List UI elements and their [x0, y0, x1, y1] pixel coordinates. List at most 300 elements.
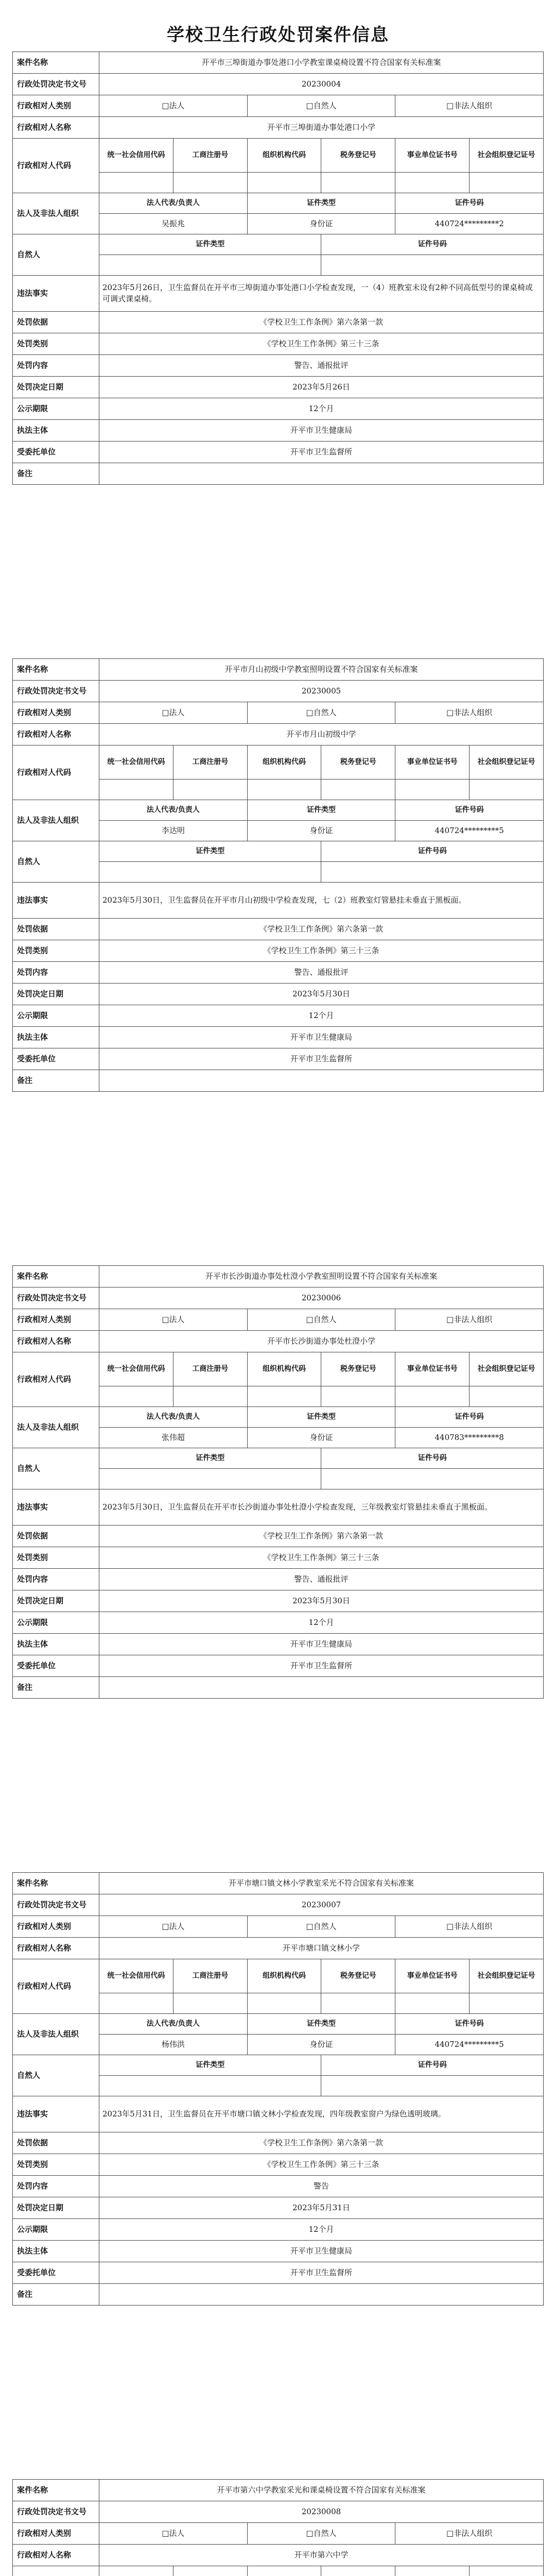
code-cell	[99, 779, 173, 800]
party-name-row	[13, 1331, 544, 1352]
person-id-no-value	[321, 862, 544, 883]
code-header	[321, 2566, 395, 2576]
code-header: 统一社会信用代码	[99, 1352, 173, 1386]
legal-id-no-value: 440783*********8	[395, 1428, 544, 1448]
natural-person-header-row	[13, 1448, 544, 1469]
facts-value: 2023年5月26日，卫生监督员在开平市三埠街道办事处港口小学检查发现，一（4）班教室未设有2种不同高低型号的课桌椅或可调式课桌椅。	[99, 276, 544, 312]
party-type-row	[13, 95, 544, 117]
publicity-value: 12个月	[99, 1612, 544, 1634]
legal-rep-header: 法人代表/负责人	[99, 193, 248, 214]
facts-row	[13, 276, 544, 312]
checkbox-icon: □	[162, 1314, 169, 1324]
entrusted-row	[13, 2262, 544, 2284]
decision-date-label: 处罚决定日期	[13, 984, 99, 1005]
content-value: 警告	[99, 2176, 544, 2197]
party-type-row	[13, 702, 544, 724]
case-name-label: 案件名称	[13, 1873, 99, 1894]
party-name-value: 开平市月山初级中学	[99, 724, 544, 745]
code-header: 税务登记号	[321, 745, 395, 779]
legal-person-label: 法人及非法人组织	[13, 2014, 99, 2055]
decision-date-value: 2023年5月31日	[99, 2197, 544, 2219]
party-type-option	[99, 2523, 248, 2545]
doc-no-label: 行政处罚决定书文号	[13, 1287, 99, 1309]
party-type-option-label: 自然人	[313, 707, 337, 717]
entrusted-row	[13, 1048, 544, 1070]
checkbox-icon: □	[446, 1921, 454, 1931]
code-header: 工商注册号	[173, 139, 247, 173]
category-label: 处罚类别	[13, 2154, 99, 2176]
code-cell	[321, 1993, 395, 2014]
basis-row	[13, 312, 544, 333]
code-cell	[173, 1993, 247, 2014]
case-name-value: 开平市三埠街道办事处港口小学教室课桌椅设置不符合国家有关标准案	[99, 52, 544, 74]
person-id-type-header: 证件类型	[99, 841, 321, 862]
party-type-option-label: 非法人组织	[454, 1921, 493, 1931]
person-id-no-header: 证件号码	[321, 2055, 544, 2076]
publicity-row	[13, 1005, 544, 1027]
case-table	[12, 1872, 544, 2306]
decision-date-row	[13, 2197, 544, 2219]
content-label: 处罚内容	[13, 1569, 99, 1590]
party-code-header-row	[13, 2566, 544, 2576]
code-header: 税务登记号	[321, 1352, 395, 1386]
doc-no-row	[13, 1894, 544, 1916]
checkbox-icon: □	[446, 100, 454, 110]
case-name-row	[13, 52, 544, 74]
entrusted-row	[13, 1655, 544, 1677]
checkbox-icon: □	[306, 707, 314, 717]
legal-id-no-header: 证件号码	[395, 193, 544, 214]
code-header: 工商注册号	[173, 745, 247, 779]
party-type-option	[99, 95, 248, 117]
person-id-type-value	[99, 1469, 321, 1489]
facts-value: 2023年5月30日，卫生监督员在开平市长沙街道办事处杜澄小学检查发现，三年级教室灯管悬挂未垂直于黑板面。	[99, 1489, 544, 1526]
legal-id-type-header: 证件类型	[247, 800, 395, 821]
publicity-row	[13, 1612, 544, 1634]
legal-id-no-header: 证件号码	[395, 2014, 544, 2035]
legal-rep-value: 吴振兆	[99, 214, 248, 234]
person-id-no-value	[321, 1469, 544, 1489]
category-row	[13, 940, 544, 962]
publicity-label: 公示期限	[13, 1612, 99, 1634]
publicity-value: 12个月	[99, 398, 544, 420]
content-value: 警告、通报批评	[99, 355, 544, 377]
legal-id-no-value: 440724*********5	[395, 821, 544, 841]
decision-date-value: 2023年5月30日	[99, 1590, 544, 1612]
checkbox-icon: □	[306, 1314, 314, 1324]
category-basis-value: 《学校卫生工作条例》第三十三条	[99, 333, 544, 355]
party-code-label: 行政相对人代码	[13, 1352, 99, 1407]
content-value: 警告、通报批评	[99, 1569, 544, 1590]
legal-id-no-value: 440724*********2	[395, 214, 544, 234]
facts-label: 违法事实	[13, 276, 99, 312]
party-code-label: 行政相对人代码	[13, 1959, 99, 2014]
code-header: 社会组织登记证号	[470, 745, 544, 779]
natural-person-header-row	[13, 234, 544, 255]
doc-no-label: 行政处罚决定书文号	[13, 74, 99, 95]
case-table	[12, 658, 544, 1092]
facts-label: 违法事实	[13, 883, 99, 919]
category-basis-value: 《学校卫生工作条例》第三十三条	[99, 940, 544, 962]
party-type-option-label: 法人	[169, 1921, 185, 1931]
code-cell	[247, 1993, 321, 2014]
case-table	[12, 2479, 544, 2576]
entrusted-label: 受委托单位	[13, 1655, 99, 1677]
legal-id-no-value: 440724*********5	[395, 2035, 544, 2055]
party-type-option	[99, 1309, 248, 1331]
doc-no-label: 行政处罚决定书文号	[13, 681, 99, 702]
legal-person-header-row	[13, 2014, 544, 2035]
basis-value: 《学校卫生工作条例》第六条第一款	[99, 919, 544, 940]
decision-date-row	[13, 377, 544, 398]
party-code-header-row	[13, 1959, 544, 1993]
code-header	[173, 2566, 247, 2576]
category-row	[13, 2154, 544, 2176]
code-cell	[247, 779, 321, 800]
party-type-option-label: 法人	[169, 707, 185, 717]
code-cell	[395, 1386, 470, 1407]
basis-label: 处罚依据	[13, 2132, 99, 2154]
party-name-row	[13, 724, 544, 745]
case-name-label: 案件名称	[13, 2480, 99, 2501]
facts-row	[13, 2096, 544, 2132]
code-header: 事业单位证书号	[395, 1959, 470, 1993]
code-cell	[173, 779, 247, 800]
party-type-option	[395, 95, 544, 117]
content-row	[13, 1569, 544, 1590]
category-basis-value: 《学校卫生工作条例》第三十三条	[99, 2154, 544, 2176]
code-header: 统一社会信用代码	[99, 139, 173, 173]
case-separator	[0, 1257, 556, 1265]
code-header: 社会组织登记证号	[470, 139, 544, 173]
natural-person-label: 自然人	[13, 2055, 99, 2096]
publicity-label: 公示期限	[13, 2219, 99, 2241]
basis-label: 处罚依据	[13, 919, 99, 940]
publicity-row	[13, 398, 544, 420]
party-name-row	[13, 2545, 544, 2566]
code-cell	[99, 1386, 173, 1407]
legal-rep-value: 杨伟洪	[99, 2035, 248, 2055]
checkbox-icon: □	[306, 1921, 314, 1931]
party-type-row	[13, 1916, 544, 1938]
party-type-option-label: 自然人	[313, 2528, 337, 2538]
publicity-row	[13, 2219, 544, 2241]
natural-person-header-row	[13, 841, 544, 862]
party-type-option	[395, 702, 544, 724]
case-table-block	[12, 52, 544, 650]
remarks-label: 备注	[13, 1677, 99, 1699]
authority-row	[13, 420, 544, 442]
publicity-value: 12个月	[99, 1005, 544, 1027]
basis-label: 处罚依据	[13, 312, 99, 333]
case-name-value: 开平市月山初级中学教室照明设置不符合国家有关标准案	[99, 659, 544, 681]
party-name-value: 开平市三埠街道办事处港口小学	[99, 117, 544, 139]
code-cell	[470, 1993, 544, 2014]
legal-id-type-value: 身份证	[247, 214, 395, 234]
legal-rep-value: 李达明	[99, 821, 248, 841]
decision-date-value: 2023年5月30日	[99, 984, 544, 1005]
content-label: 处罚内容	[13, 962, 99, 984]
natural-person-label: 自然人	[13, 234, 99, 276]
code-cell	[99, 173, 173, 193]
case-table	[12, 1265, 544, 1699]
code-header	[470, 2566, 544, 2576]
party-type-row	[13, 1309, 544, 1331]
legal-rep-header: 法人代表/负责人	[99, 2014, 248, 2035]
checkbox-icon: □	[162, 1921, 169, 1931]
case-table-block	[12, 1265, 544, 1864]
party-type-label: 行政相对人类别	[13, 2523, 99, 2545]
party-type-label: 行政相对人类别	[13, 95, 99, 117]
basis-value: 《学校卫生工作条例》第六条第一款	[99, 2132, 544, 2154]
party-type-option-label: 非法人组织	[454, 707, 493, 717]
case-separator	[0, 650, 556, 658]
checkbox-icon: □	[162, 707, 169, 717]
party-type-option-label: 法人	[169, 1314, 185, 1324]
authority-label: 执法主体	[13, 1027, 99, 1048]
authority-value: 开平市卫生健康局	[99, 420, 544, 442]
case-name-label: 案件名称	[13, 1266, 99, 1287]
legal-rep-value: 张伟超	[99, 1428, 248, 1448]
code-cell	[395, 1993, 470, 2014]
party-type-label: 行政相对人类别	[13, 1309, 99, 1331]
doc-no-row	[13, 2501, 544, 2523]
remarks-value	[99, 1677, 544, 1699]
basis-value: 《学校卫生工作条例》第六条第一款	[99, 1526, 544, 1547]
party-name-label: 行政相对人名称	[13, 724, 99, 745]
legal-id-type-value: 身份证	[247, 821, 395, 841]
person-id-no-value	[321, 2076, 544, 2096]
legal-person-label: 法人及非法人组织	[13, 193, 99, 234]
doc-no-value: 20230005	[99, 681, 544, 702]
category-label: 处罚类别	[13, 333, 99, 355]
remarks-row	[13, 1677, 544, 1699]
category-label: 处罚类别	[13, 940, 99, 962]
code-header: 事业单位证书号	[395, 745, 470, 779]
person-id-type-header: 证件类型	[99, 234, 321, 255]
code-header: 工商注册号	[173, 1352, 247, 1386]
remarks-label: 备注	[13, 463, 99, 485]
party-type-label: 行政相对人类别	[13, 702, 99, 724]
doc-no-row	[13, 74, 544, 95]
party-type-option	[99, 1916, 248, 1938]
content-value: 警告、通报批评	[99, 962, 544, 984]
facts-value: 2023年5月30日，卫生监督员在开平市月山初级中学检查发现，七（2）班教室灯管悬挂未垂直于黑板面。	[99, 883, 544, 919]
party-type-option	[247, 95, 395, 117]
remarks-row	[13, 463, 544, 485]
person-id-no-value	[321, 255, 544, 276]
legal-id-no-header: 证件号码	[395, 1407, 544, 1428]
party-type-option	[395, 2523, 544, 2545]
basis-row	[13, 1526, 544, 1547]
party-name-label: 行政相对人名称	[13, 2545, 99, 2566]
party-name-row	[13, 1938, 544, 1959]
code-cell	[470, 779, 544, 800]
code-cell	[470, 1386, 544, 1407]
case-table	[12, 52, 544, 485]
code-cell	[173, 1386, 247, 1407]
code-cell	[395, 779, 470, 800]
case-separator	[0, 2471, 556, 2479]
legal-person-header-row	[13, 800, 544, 821]
case-table-block	[12, 658, 544, 1257]
case-name-value: 开平市第六中学教室采光和课桌椅设置不符合国家有关标准案	[99, 2480, 544, 2501]
basis-row	[13, 2132, 544, 2154]
person-id-type-value	[99, 255, 321, 276]
checkbox-icon: □	[446, 2528, 454, 2538]
code-cell	[247, 1386, 321, 1407]
case-list	[0, 52, 556, 2576]
facts-row	[13, 883, 544, 919]
party-type-option	[247, 2523, 395, 2545]
checkbox-icon: □	[162, 2528, 169, 2538]
party-type-option	[395, 1916, 544, 1938]
person-id-no-header: 证件号码	[321, 1448, 544, 1469]
category-label: 处罚类别	[13, 1547, 99, 1569]
code-cell	[247, 173, 321, 193]
decision-date-label: 处罚决定日期	[13, 377, 99, 398]
legal-id-type-value: 身份证	[247, 1428, 395, 1448]
doc-no-row	[13, 1287, 544, 1309]
decision-date-label: 处罚决定日期	[13, 1590, 99, 1612]
doc-no-value: 20230008	[99, 2501, 544, 2523]
party-type-label: 行政相对人类别	[13, 1916, 99, 1938]
entrusted-label: 受委托单位	[13, 442, 99, 463]
case-name-row	[13, 659, 544, 681]
party-type-option-label: 自然人	[313, 1921, 337, 1931]
party-name-label: 行政相对人名称	[13, 1331, 99, 1352]
legal-rep-header: 法人代表/负责人	[99, 800, 248, 821]
party-code-header-row	[13, 1352, 544, 1386]
person-id-no-header: 证件号码	[321, 841, 544, 862]
doc-no-value: 20230006	[99, 1287, 544, 1309]
legal-person-label: 法人及非法人组织	[13, 800, 99, 841]
decision-date-value: 2023年5月26日	[99, 377, 544, 398]
case-name-label: 案件名称	[13, 52, 99, 74]
code-header: 事业单位证书号	[395, 1352, 470, 1386]
party-type-option-label: 法人	[169, 100, 185, 110]
case-name-row	[13, 1873, 544, 1894]
code-header: 社会组织登记证号	[470, 1959, 544, 1993]
party-type-option-label: 法人	[169, 2528, 185, 2538]
facts-value: 2023年5月31日，卫生监督员在开平市塘口镇文林小学检查发现，四年级教室窗户为绿色透明玻璃。	[99, 2096, 544, 2132]
party-code-header-row	[13, 139, 544, 173]
content-row	[13, 962, 544, 984]
basis-value: 《学校卫生工作条例》第六条第一款	[99, 312, 544, 333]
code-cell	[99, 1993, 173, 2014]
code-cell	[395, 173, 470, 193]
code-header: 组织机构代码	[247, 139, 321, 173]
party-type-option	[99, 702, 248, 724]
content-label: 处罚内容	[13, 2176, 99, 2197]
doc-no-label: 行政处罚决定书文号	[13, 1894, 99, 1916]
decision-date-row	[13, 1590, 544, 1612]
case-name-value: 开平市长沙街道办事处杜澄小学教室照明设置不符合国家有关标准案	[99, 1266, 544, 1287]
person-id-type-value	[99, 2076, 321, 2096]
legal-rep-header: 法人代表/负责人	[99, 1407, 248, 1428]
facts-label: 违法事实	[13, 1489, 99, 1526]
party-code-label	[13, 2566, 99, 2576]
authority-row	[13, 2241, 544, 2262]
entrusted-value: 开平市卫生监督所	[99, 2262, 544, 2284]
party-name-value: 开平市塘口镇文林小学	[99, 1938, 544, 1959]
content-row	[13, 2176, 544, 2197]
publicity-label: 公示期限	[13, 398, 99, 420]
code-header: 组织机构代码	[247, 1352, 321, 1386]
code-cell	[321, 1386, 395, 1407]
doc-no-value: 20230004	[99, 74, 544, 95]
case-table-block	[12, 2479, 544, 2576]
category-basis-value: 《学校卫生工作条例》第三十三条	[99, 1547, 544, 1569]
code-header: 税务登记号	[321, 1959, 395, 1993]
legal-id-type-header: 证件类型	[247, 2014, 395, 2035]
basis-label: 处罚依据	[13, 1526, 99, 1547]
code-cell	[173, 173, 247, 193]
remarks-label: 备注	[13, 2284, 99, 2306]
party-code-header-row	[13, 745, 544, 779]
basis-row	[13, 919, 544, 940]
remarks-value	[99, 463, 544, 485]
remarks-value	[99, 1070, 544, 1092]
publicity-label: 公示期限	[13, 1005, 99, 1027]
remarks-label: 备注	[13, 1070, 99, 1092]
code-header: 税务登记号	[321, 139, 395, 173]
code-header: 统一社会信用代码	[99, 745, 173, 779]
party-type-option	[395, 1309, 544, 1331]
checkbox-icon: □	[446, 707, 454, 717]
code-header: 组织机构代码	[247, 745, 321, 779]
remarks-value	[99, 2284, 544, 2306]
party-code-label: 行政相对人代码	[13, 745, 99, 800]
natural-person-label: 自然人	[13, 841, 99, 883]
party-type-row	[13, 2523, 544, 2545]
checkbox-icon: □	[306, 2528, 314, 2538]
category-row	[13, 333, 544, 355]
decision-date-label: 处罚决定日期	[13, 2197, 99, 2219]
party-type-option	[247, 1916, 395, 1938]
case-name-value: 开平市塘口镇文林小学教室采光不符合国家有关标准案	[99, 1873, 544, 1894]
remarks-row	[13, 2284, 544, 2306]
case-table-block	[12, 1872, 544, 2471]
code-header: 工商注册号	[173, 1959, 247, 1993]
legal-person-header-row	[13, 193, 544, 214]
entrusted-label: 受委托单位	[13, 1048, 99, 1070]
party-name-value: 开平市第六中学	[99, 2545, 544, 2566]
doc-no-value: 20230007	[99, 1894, 544, 1916]
code-header: 组织机构代码	[247, 1959, 321, 1993]
doc-no-row	[13, 681, 544, 702]
party-name-label: 行政相对人名称	[13, 1938, 99, 1959]
entrusted-row	[13, 442, 544, 463]
doc-no-label: 行政处罚决定书文号	[13, 2501, 99, 2523]
case-name-label: 案件名称	[13, 659, 99, 681]
code-cell	[470, 173, 544, 193]
party-type-option-label: 自然人	[313, 100, 337, 110]
legal-id-type-value: 身份证	[247, 2035, 395, 2055]
party-name-value: 开平市长沙街道办事处杜澄小学	[99, 1331, 544, 1352]
authority-label: 执法主体	[13, 420, 99, 442]
checkbox-icon: □	[306, 100, 314, 110]
entrusted-value: 开平市卫生监督所	[99, 442, 544, 463]
person-id-type-value	[99, 862, 321, 883]
party-code-label: 行政相对人代码	[13, 139, 99, 193]
authority-value: 开平市卫生健康局	[99, 1634, 544, 1655]
authority-label: 执法主体	[13, 2241, 99, 2262]
party-type-option	[247, 1309, 395, 1331]
authority-value: 开平市卫生健康局	[99, 1027, 544, 1048]
party-type-option-label: 非法人组织	[454, 100, 493, 110]
case-name-row	[13, 1266, 544, 1287]
